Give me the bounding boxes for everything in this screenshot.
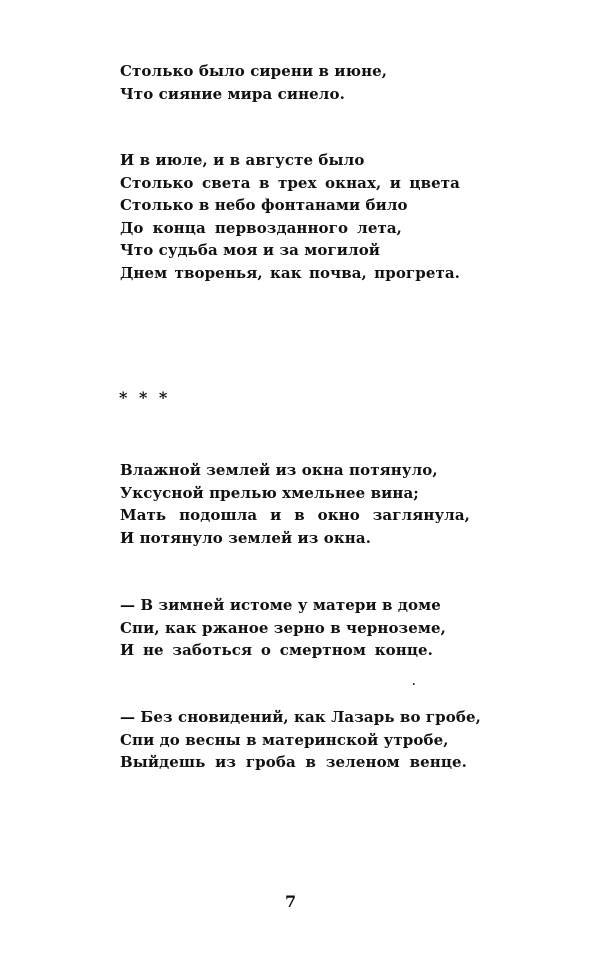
poem-line: — В зимней истоме у матери в доме [120,596,441,614]
poem-line: Мать подошла и в окно заглянула, [120,506,470,524]
poem-line: Уксусной прелью хмельнее вина; [120,483,419,502]
page-number: 7 [285,892,297,911]
poem-line: И в июле, и в августе было [120,151,365,169]
stanza-2 [120,149,460,284]
poem-line: Спи до весны в материнской утробе, [120,730,449,749]
poem-line: Влажной землей из окна потянуло, [120,461,438,479]
stray-mark: . [412,677,416,688]
poem-line: Столько света в трех окнах, и цвета [120,173,460,192]
stanza-4 [120,594,446,662]
poem-line: — Без сновидений, как Лазарь во гробе, [120,708,481,726]
stanza-5 [120,706,481,774]
poem-line: Спи, как ржаное зерно в черноземе, [120,618,446,637]
stanza-3 [120,459,470,549]
poem-line: И потянуло землей из окна. [120,528,372,547]
poem-line: Что сияние мира синело. [120,84,345,103]
poem-line: Столько в небо фонтанами било [120,196,408,214]
poem-line: Что судьба моя и за могилой [120,241,381,259]
poem-line: Днем творенья, как почва, прогрета. [120,263,460,282]
stanza-1 [120,60,387,105]
poem-line: И не заботься о смертном конце. [120,641,433,659]
stanza-separator: * * * [119,388,171,407]
poem-line: Столько было сирени в июне, [120,62,388,80]
poem-line: До конца первозданного лета, [120,218,402,237]
poem-line: Выйдешь из гроба в зеленом венце. [120,753,467,771]
